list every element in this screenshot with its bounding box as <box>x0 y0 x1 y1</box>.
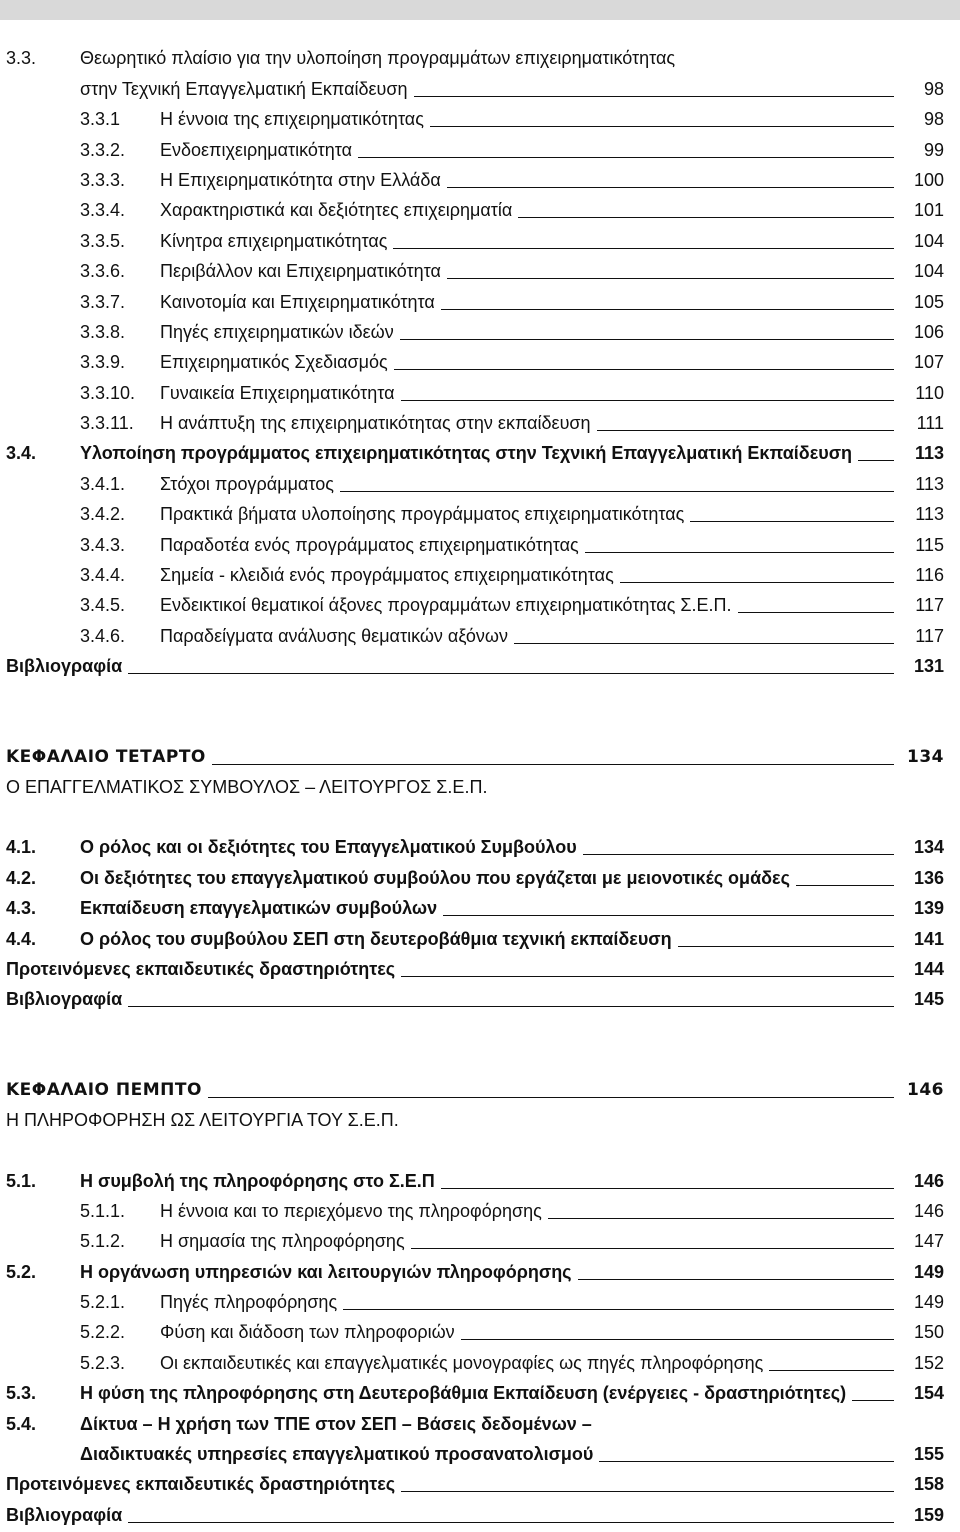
entry-title-text: Οι δεξιότητες του επαγγελματικού συμβούλου που εργάζεται με μειονοτικές ομάδες <box>80 867 790 888</box>
page-number: 147 <box>913 1231 944 1252</box>
toc-entry <box>0 983 960 1013</box>
toc-entry <box>0 1468 960 1498</box>
leader-line <box>401 400 894 401</box>
entry-title <box>160 351 900 373</box>
leader-line <box>401 1491 894 1492</box>
page-number: 113 <box>914 443 944 464</box>
entry-number: 4.3. <box>6 898 37 919</box>
page-number: 141 <box>913 928 944 949</box>
leader-line <box>414 96 895 97</box>
entry-title-text: Βιβλιογραφία <box>6 1504 123 1525</box>
entry-number: 3.3. <box>6 48 37 69</box>
page-number: 107 <box>913 352 944 373</box>
toc-entry <box>0 1286 960 1316</box>
entry-title-text: Η σημασία της πληροφόρησης <box>160 1231 405 1252</box>
entry-number: 3.4.4. <box>80 565 126 586</box>
entry-number: 4.1. <box>6 837 37 858</box>
leader-line <box>430 126 894 127</box>
entry-title <box>80 928 900 950</box>
entry-title <box>160 594 900 616</box>
toc-entry <box>0 164 960 194</box>
page-number: 136 <box>913 867 944 888</box>
entry-title-text: Υλοποίηση προγράμματος επιχειρηματικότητας στην Τεχνική Επαγγελματική Εκπαίδευση <box>80 443 853 464</box>
page-number: 100 <box>913 169 944 190</box>
leader-line <box>441 309 894 310</box>
entry-title <box>6 988 900 1010</box>
entry-title-text: Η ανάπτυξη της επιχειρηματικότητας στην εκπαίδευση <box>160 413 591 434</box>
page-number: 139 <box>913 898 944 919</box>
toc-entry <box>0 255 960 285</box>
entry-title <box>160 260 900 282</box>
toc-entry <box>0 1407 960 1437</box>
entry-title-text: Παραδείγματα ανάλυσης θεματικών αξόνων <box>160 625 508 646</box>
toc-entry <box>0 133 960 163</box>
leader-line <box>128 1522 894 1523</box>
entry-title <box>6 1473 900 1495</box>
entry-number: 3.3.2. <box>80 139 126 160</box>
entry-number: 5.1.1. <box>80 1200 126 1221</box>
entry-title <box>6 1504 900 1526</box>
page-number: 98 <box>923 109 944 130</box>
entry-number: 5.1.2. <box>80 1231 126 1252</box>
entry-title-text: Ενδεικτικοί θεματικοί άξονες προγραμμάτων επιχειρηματικότητας Σ.Ε.Π. <box>160 595 732 616</box>
entry-number: 3.3.10. <box>80 382 136 403</box>
page-number: 146 <box>913 1170 944 1191</box>
toc-entry <box>0 1164 960 1194</box>
toc-entry <box>0 498 960 528</box>
leader-line <box>441 1188 894 1189</box>
leader-line <box>358 157 894 158</box>
page-number: 115 <box>915 534 944 555</box>
entry-title-text: Καινοτομία και Επιχειρηματικότητα <box>160 291 435 312</box>
page-number: 111 <box>916 413 944 434</box>
leader-line <box>128 673 894 674</box>
leader-line <box>597 430 894 431</box>
entry-title-text: Προτεινόμενες εκπαιδευτικές δραστηριότητες <box>6 958 396 979</box>
entry-title-text: Περιβάλλον και Επιχειρηματικότητα <box>160 261 441 282</box>
entry-title-text: Πρακτικά βήματα υλοποίησης προγράμματος επιχειρηματικότητας <box>160 504 685 525</box>
entry-number: 3.3.1 <box>80 109 121 130</box>
entry-number: 5.1. <box>6 1170 37 1191</box>
entry-title <box>160 199 900 221</box>
chapter-4-block <box>0 740 960 1013</box>
page-number: 104 <box>913 230 944 251</box>
entry-title <box>80 1170 900 1192</box>
entry-title-text: Εκπαίδευση επαγγελματικών συμβούλων <box>80 898 438 919</box>
toc-entry <box>0 285 960 315</box>
toc-entry <box>0 1377 960 1407</box>
toc-entry <box>0 72 960 102</box>
toc-entry <box>0 892 960 922</box>
leader-line <box>343 1309 894 1310</box>
entry-title-text: Η έννοια της επιχειρηματικότητας <box>160 109 424 130</box>
leader-line <box>620 582 894 583</box>
entry-number: 3.3.7. <box>80 291 126 312</box>
toc-entry <box>0 224 960 254</box>
entry-title-text: Ο ρόλος και οι δεξιότητες του Επαγγελματικού Συμβούλου <box>80 837 577 858</box>
toc-entry <box>0 1225 960 1255</box>
entry-number: 5.4. <box>6 1413 37 1434</box>
entry-title <box>160 1352 900 1374</box>
page-number: 149 <box>913 1261 944 1282</box>
entry-title <box>80 867 900 889</box>
table-of-contents <box>0 42 960 1529</box>
entry-number: 3.3.9. <box>80 352 126 373</box>
leader-line <box>461 1339 894 1340</box>
toc-entry <box>0 1438 960 1468</box>
entry-title-text: Διαδικτυακές υπηρεσίες επαγγελματικού προσανατολισμού <box>80 1444 594 1465</box>
entry-title <box>80 1443 900 1465</box>
entry-title <box>160 473 900 495</box>
entry-title <box>160 169 900 191</box>
entry-title <box>160 291 900 313</box>
page-number: 110 <box>915 382 944 403</box>
entry-title <box>80 1382 900 1404</box>
leader-line <box>208 1097 894 1098</box>
entry-number: 3.4.2. <box>80 504 126 525</box>
entry-title <box>80 442 900 464</box>
page-number: 117 <box>915 595 944 616</box>
entry-title <box>160 108 900 130</box>
leader-line <box>852 1400 894 1401</box>
spacer <box>0 801 960 831</box>
entry-number: 3.4.3. <box>80 534 126 555</box>
entry-number: 3.3.6. <box>80 261 126 282</box>
leader-line <box>583 854 894 855</box>
entry-title-text: Χαρακτηριστικά και δεξιότητες επιχειρηματία <box>160 200 513 221</box>
entry-title-text: Κίνητρα επιχειρηματικότητας <box>160 230 388 251</box>
entry-title-text: Η οργάνωση υπηρεσιών και λειτουργιών πληροφόρησης <box>80 1261 572 1282</box>
leader-line <box>690 521 894 522</box>
leader-line <box>394 369 894 370</box>
entry-title-text: Προτεινόμενες εκπαιδευτικές δραστηριότητες <box>6 1474 396 1495</box>
page-number: 149 <box>913 1292 944 1313</box>
leader-line <box>400 339 894 340</box>
entry-title <box>160 412 900 434</box>
page-number: 154 <box>913 1383 944 1404</box>
chapter-title <box>6 1079 900 1101</box>
chapter-page-number: 134 <box>907 746 944 767</box>
page-number: 117 <box>915 625 944 646</box>
toc-entry <box>0 316 960 346</box>
toc-entry <box>0 589 960 619</box>
entry-title <box>160 1230 900 1252</box>
entry-number: 4.2. <box>6 867 37 888</box>
page-number: 131 <box>913 656 944 677</box>
page-number: 101 <box>913 200 944 221</box>
entry-title-text: Γυναικεία Επιχειρηματικότητα <box>160 382 395 403</box>
page-number: 134 <box>913 837 944 858</box>
entry-title <box>160 534 900 556</box>
toc-entry <box>0 467 960 497</box>
leader-line <box>447 278 894 279</box>
toc-entry <box>0 650 960 680</box>
entry-number: 5.2.1. <box>80 1292 126 1313</box>
leader-line <box>796 885 894 886</box>
entry-number: 3.4.5. <box>80 595 126 616</box>
leader-line <box>769 1370 894 1371</box>
toc-entry <box>0 1498 960 1528</box>
leader-line <box>578 1279 894 1280</box>
entry-title-text: Σημεία - κλειδιά ενός προγράμματος επιχειρηματικότητας <box>160 565 614 586</box>
entry-title <box>160 230 900 252</box>
entry-number: 5.3. <box>6 1383 37 1404</box>
entry-title <box>80 1261 900 1283</box>
toc-entry <box>0 103 960 133</box>
toc-entry <box>0 831 960 861</box>
entry-title <box>160 1321 900 1343</box>
toc-entry <box>0 376 960 406</box>
toc-entry <box>0 1316 960 1346</box>
entry-title-text: Η Επιχειρηματικότητα στην Ελλάδα <box>160 169 441 190</box>
toc-entry <box>0 407 960 437</box>
entry-title-text: Παραδοτέα ενός προγράμματος επιχειρηματικότητας <box>160 534 579 555</box>
entry-title-text: Ενδοεπιχειρηματικότητα <box>160 139 353 160</box>
entry-number: 5.2.3. <box>80 1352 126 1373</box>
leader-line <box>447 187 894 188</box>
chapter-title <box>6 746 900 768</box>
chapter-title-text: ΚΕΦΑΛΑΙΟ ΤΕΤΑΡΤΟ <box>6 746 206 767</box>
leader-line <box>585 552 894 553</box>
toc-entry <box>0 1346 960 1376</box>
leader-line <box>411 1248 894 1249</box>
chapter-subtitle <box>0 771 960 801</box>
entry-title-text: Η συμβολή της πληροφόρησης στο Σ.Ε.Π <box>80 1170 435 1191</box>
entry-number: 5.2. <box>6 1261 37 1282</box>
entry-title-text: Βιβλιογραφία <box>6 989 123 1010</box>
leader-line <box>548 1218 894 1219</box>
leader-line <box>393 248 894 249</box>
entry-title <box>6 958 900 980</box>
chapter-page-number: 146 <box>907 1079 944 1100</box>
entry-title-text: Πηγές πληροφόρησης <box>160 1292 338 1313</box>
entry-title-text: Η έννοια και το περιεχόμενο της πληροφόρησης <box>160 1200 542 1221</box>
leader-line <box>128 1006 894 1007</box>
chapter-heading <box>0 1073 960 1103</box>
entry-title-text: Η φύση της πληροφόρησης στη Δευτεροβάθμια Εκπαίδευση (ενέργειες - δραστηριότητες) <box>80 1383 847 1404</box>
entry-title <box>80 897 900 919</box>
toc-entry <box>0 1255 960 1285</box>
leader-line <box>401 976 894 977</box>
entry-number: 4.4. <box>6 928 37 949</box>
entry-title-text: Επιχειρηματικός Σχεδιασμός <box>160 352 388 373</box>
entry-title-text: Στόχοι προγράμματος <box>160 473 334 494</box>
leader-line <box>599 1461 894 1462</box>
page-number: 113 <box>915 473 944 494</box>
toc-entry <box>0 559 960 589</box>
page-number: 106 <box>913 321 944 342</box>
section-3-entries <box>0 42 960 680</box>
leader-line <box>212 764 894 765</box>
page-number: 104 <box>913 261 944 282</box>
entry-title-text: Θεωρητικό πλαίσιο για την υλοποίηση προγραμμάτων επιχειρηματικότητας <box>80 48 676 69</box>
toc-entry <box>0 42 960 72</box>
top-bar <box>0 0 960 20</box>
entry-title <box>160 503 900 525</box>
page-number: 150 <box>913 1322 944 1343</box>
page-number: 113 <box>915 504 944 525</box>
entry-number: 3.3.4. <box>80 200 126 221</box>
page-number: 116 <box>915 565 944 586</box>
toc-entry <box>0 922 960 952</box>
entry-title-text: Ο ρόλος του συμβούλου ΣΕΠ στη δευτεροβάθμια τεχνική εκπαίδευση <box>80 928 672 949</box>
toc-entry <box>0 619 960 649</box>
leader-line <box>738 612 894 613</box>
page-number: 105 <box>913 291 944 312</box>
page-number: 145 <box>913 989 944 1010</box>
toc-entry <box>0 953 960 983</box>
chapter-title-text: ΚΕΦΑΛΑΙΟ ΠΕΜΠΤΟ <box>6 1079 202 1100</box>
entry-number: 3.3.3. <box>80 169 126 190</box>
entry-title <box>160 139 900 161</box>
spacer <box>0 1134 960 1164</box>
page-number: 159 <box>913 1504 944 1525</box>
entry-title <box>80 836 900 858</box>
page-number: 155 <box>913 1444 944 1465</box>
entry-title-text: στην Τεχνική Επαγγελματική Εκπαίδευση <box>80 78 408 99</box>
toc-entry <box>0 194 960 224</box>
page-number: 144 <box>913 958 944 979</box>
toc-entry <box>0 346 960 376</box>
entry-title <box>160 382 900 404</box>
page-number: 158 <box>913 1474 944 1495</box>
leader-line <box>858 460 894 461</box>
entry-number: 3.4.1. <box>80 473 126 494</box>
page-number: 146 <box>913 1200 944 1221</box>
entry-number: 3.3.8. <box>80 321 126 342</box>
chapter-subtitle <box>0 1104 960 1134</box>
leader-line <box>514 643 894 644</box>
chapter-heading <box>0 740 960 770</box>
toc-entry <box>0 437 960 467</box>
entry-title-text: Δίκτυα – Η χρήση των ΤΠΕ στον ΣΕΠ – Βάσεις δεδομένων – <box>80 1413 592 1434</box>
entry-title-text: Φύση και διάδοση των πληροφοριών <box>160 1322 455 1343</box>
chapter-5-block <box>0 1073 960 1528</box>
page-number: 99 <box>923 139 944 160</box>
entry-title <box>80 1413 900 1435</box>
entry-title-text: Πηγές επιχειρηματικών ιδεών <box>160 321 394 342</box>
toc-entry <box>0 861 960 891</box>
entry-title <box>160 1200 900 1222</box>
entry-title <box>160 1291 900 1313</box>
entry-title <box>160 321 900 343</box>
entry-title-text: Βιβλιογραφία <box>6 656 123 677</box>
page-number: 152 <box>913 1352 944 1373</box>
chapter-subtitle-text: Ο ΕΠΑΓΓΕΛΜΑΤΙΚΟΣ ΣΥΜΒΟΥΛΟΣ – ΛΕΙΤΟΥΡΓΟΣ Σ.Ε.Π. <box>6 776 488 797</box>
chapter-subtitle-text: Η ΠΛΗΡΟΦΟΡΗΣΗ ΩΣ ΛΕΙΤΟΥΡΓΙΑ ΤΟΥ Σ.Ε.Π. <box>6 1110 399 1131</box>
entry-title <box>6 655 900 677</box>
entry-number: 3.3.11. <box>80 413 134 434</box>
leader-line <box>678 946 894 947</box>
entry-title <box>80 78 900 100</box>
entry-title <box>160 564 900 586</box>
entry-number: 3.4.6. <box>80 625 126 646</box>
leader-line <box>340 491 894 492</box>
entry-title <box>160 625 900 647</box>
page-number: 98 <box>923 78 944 99</box>
entry-number: 3.3.5. <box>80 230 126 251</box>
toc-entry <box>0 1195 960 1225</box>
leader-line <box>443 915 894 916</box>
entry-number: 3.4. <box>6 443 37 464</box>
leader-line <box>518 217 894 218</box>
entry-title <box>80 47 900 69</box>
toc-entry <box>0 528 960 558</box>
entry-number: 5.2.2. <box>80 1322 126 1343</box>
entry-title-text: Οι εκπαιδευτικές και επαγγελματικές μονογραφίες ως πηγές πληροφόρησης <box>160 1352 764 1373</box>
